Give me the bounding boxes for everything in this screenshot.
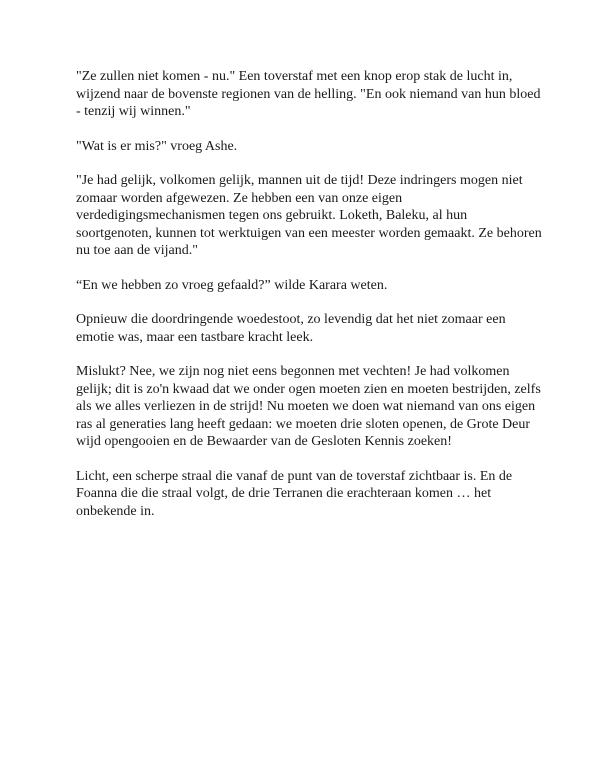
paragraph-1: "Ze zullen niet komen - nu." Een toverstaf met een knop erop stak de lucht in, wijzend naar de bovenste regionen van de helling. "En ook niemand van hun bloed - tenzij wij winnen."	[76, 69, 541, 119]
paragraph-7: Licht, een scherpe straal die vanaf de punt van de toverstaf zichtbaar is. En de Foanna die die straal volgt, de drie Terranen die erachteraan komen … het onbekende in.	[76, 468, 513, 519]
paragraph-3: "Je had gelijk, volkomen gelijk, mannen uit de tijd! Deze indringers mogen niet zomaar worden afgewezen. Ze hebben een van onze eigen verdedigingsmechanismen tegen ons gebruikt. Loketh, Baleku, al hun soortgenoten, kunnen tot werktuigen van een meester worden gemaakt. Ze behoren nu toe aan de vijand."	[76, 173, 542, 258]
paragraph-4: “En we hebben zo vroeg gefaald?” wilde Karara weten.	[76, 277, 388, 293]
document-body	[76, 68, 546, 537]
paragraph-6: Mislukt? Nee, we zijn nog niet eens begonnen met vechten! Je had volkomen gelijk; dit is zo'n kwaad dat we onder ogen moeten zien en moeten bestrijden, zelfs als we alles verliezen in de strijd! Nu moeten we doen wat niemand van ons eigen ras al generaties lang heeft gedaan: we moeten drie sloten openen, de Grote Deur wijd opengooien en de Bewaarder van de Gesloten Kennis zoeken!	[76, 364, 541, 449]
paragraph-5: Opnieuw die doordringende woedestoot, zo levendig dat het niet zomaar een emotie was, maar een tastbare kracht leek.	[76, 312, 506, 345]
paragraph-2: "Wat is er mis?" vroeg Ashe.	[76, 138, 238, 154]
